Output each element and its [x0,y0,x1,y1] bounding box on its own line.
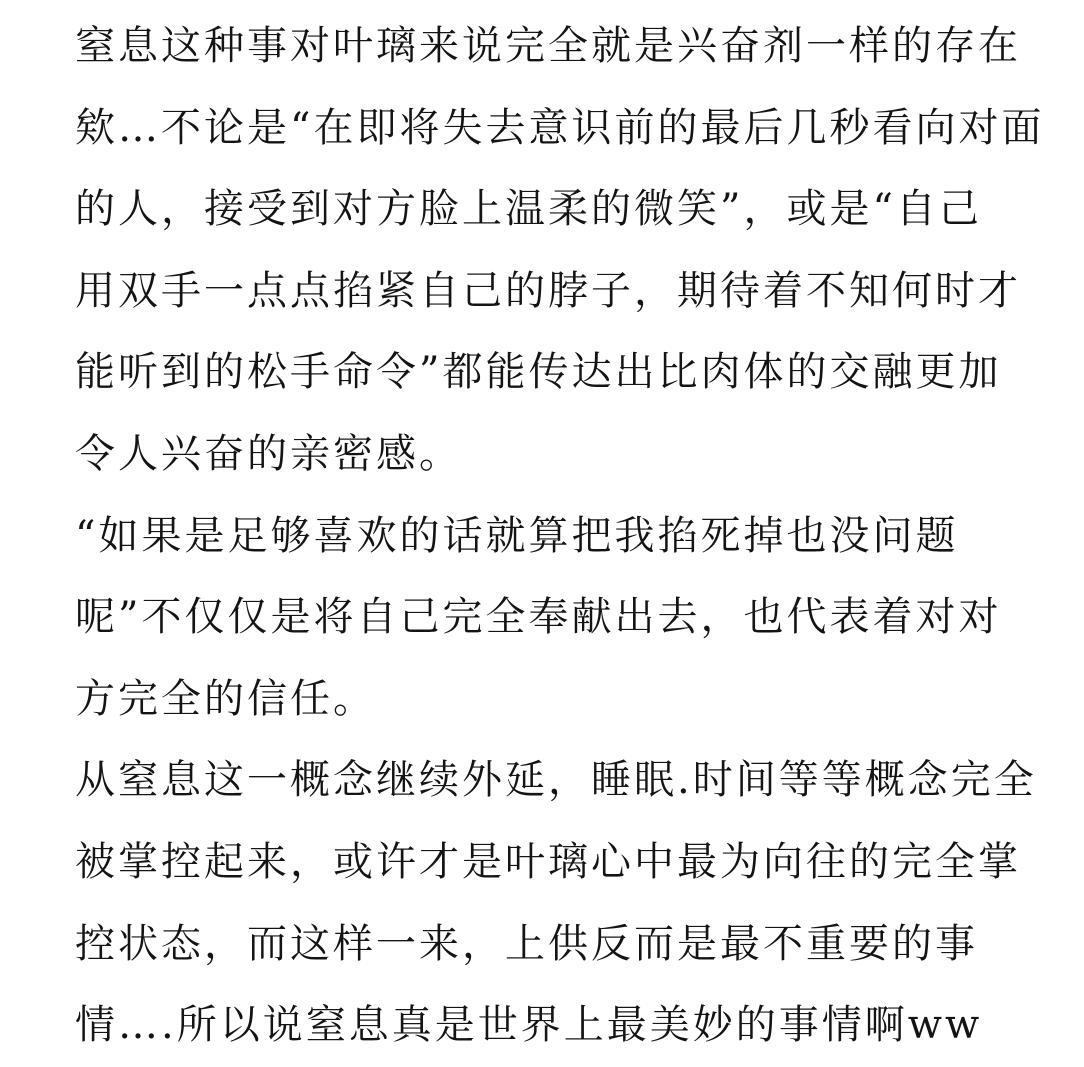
text-line: 窒息这种事对叶璃来说完全就是兴奋剂一样的存在 [75,23,1021,69]
text-line: “如果是足够喜欢的话就算把我掐死掉也没问题 [75,512,959,559]
text-line: 的人，接受到对方脸上温柔的微笑”，或是“自己 [75,186,982,233]
text-line: 能听到的松手命令”都能传达出比肉体的交融更加 [75,349,1002,396]
text-line: 控状态，而这样一来，上供反而是最不重要的事 [75,920,978,967]
text-line: 情….所以说窒息真是世界上最美妙的事情啊ww [75,1002,983,1049]
text-line: 欸…不论是“在即将失去意识前的最后几秒看向对面 [75,104,1045,151]
text-line: 令人兴奋的亲密感。 [75,430,462,477]
text-line: 呢”不仅仅是将自己完全奉献出去，也代表着对对 [75,594,1002,641]
text-line: 用双手一点点掐紧自己的脖子，期待着不知何时才 [75,267,1021,314]
text-line: 被掌控起来，或许才是叶璃心中最为向往的完全掌 [75,838,1021,885]
text-body [75,6,1065,1067]
text-line: 方完全的信任。 [75,675,376,722]
text-line: 从窒息这一概念继续外延，睡眠.时间等等概念完全 [75,757,1037,804]
